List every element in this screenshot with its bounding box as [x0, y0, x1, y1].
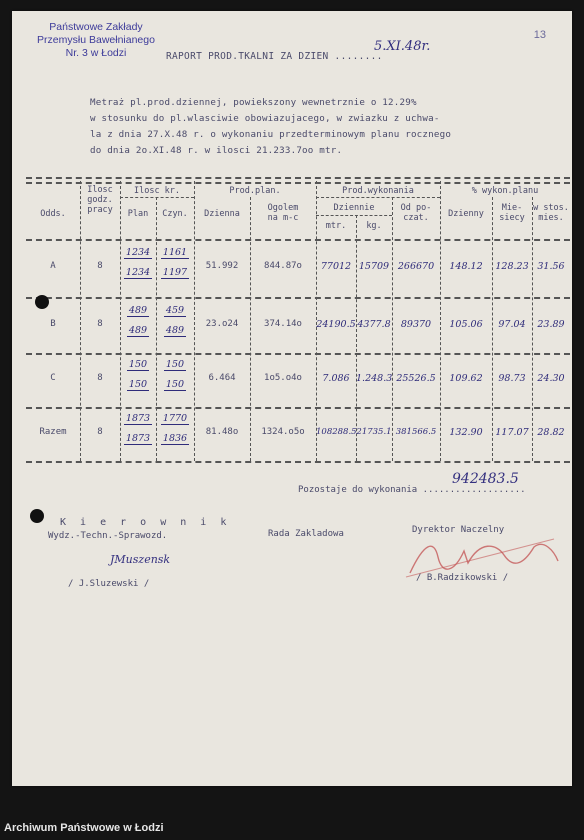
- row-a-since-start: 266670: [397, 261, 435, 272]
- row-a-pct-rel: 31.56: [537, 261, 565, 272]
- row-c-plan-bottom: 150: [128, 379, 148, 390]
- header-line: pracy: [87, 205, 113, 215]
- row-c-hours: 8: [97, 373, 103, 383]
- intro-paragraph: [90, 95, 560, 159]
- table-rule: [26, 177, 570, 179]
- header-line: siecy: [499, 213, 525, 223]
- col-header-prod-exec: Prod.wykonania: [342, 186, 414, 196]
- document-page: [12, 11, 572, 786]
- table-rule: [26, 182, 570, 184]
- row-c-mtr: 7.086: [322, 373, 350, 384]
- col-header-plan: Plan: [127, 209, 149, 219]
- row-b-actual-bottom: 489: [165, 325, 185, 336]
- row-c-monthly: 1o5.o4o: [264, 373, 302, 383]
- row-a-kg: 15709: [358, 261, 390, 272]
- remaining-label: Pozostaje do wykonania ...................: [298, 485, 526, 495]
- col-header-pct-daily: Dzienny: [448, 209, 484, 219]
- row-b-pct-daily: 105.06: [449, 319, 483, 330]
- archive-footer: Archiwum Państwowe w Łodzi: [4, 822, 164, 834]
- row-a-actual-top: 1161: [162, 247, 188, 258]
- col-header-mtr: mtr.: [325, 221, 347, 231]
- row-b-monthly: 374.14o: [264, 319, 302, 329]
- header-line: Od po-: [400, 203, 432, 213]
- paragraph-line: Metraż pl.prod.dziennej, powiekszony wewnetrznie o 12.29%: [90, 97, 417, 108]
- col-header-pct-monthly: [492, 203, 532, 223]
- col-header-looms: Ilosc kr.: [133, 186, 181, 196]
- row-b-odds: B: [50, 319, 56, 329]
- signature-right-title: Dyrektor Naczelny: [412, 525, 505, 535]
- row-total-pct-rel: 28.82: [537, 427, 565, 438]
- header-line: Mie-: [501, 203, 523, 213]
- row-total-monthly: 1324.o5o: [261, 427, 305, 437]
- row-a-hours: 8: [97, 261, 103, 271]
- row-b-daily: 23.o24: [205, 319, 239, 329]
- signature-left-title: K i e r o w n i k: [60, 517, 231, 528]
- col-header-pct: % wykon.planu: [471, 186, 539, 196]
- row-b-since-start: 89370: [400, 319, 432, 330]
- stamp-line-1: Państwowe Zakłady: [49, 21, 143, 33]
- institution-stamp: [26, 21, 166, 60]
- table-rule: [26, 239, 570, 241]
- report-title: RAPORT PROD.TKALNI ZA DZIEN ........: [166, 51, 383, 62]
- remaining-value: 942483.5: [452, 471, 519, 487]
- paragraph-line: w stosunku do pl.wlasciwie obowiazujacego, w zwiazku z uchwa-: [90, 113, 440, 124]
- page-number: 13: [533, 29, 546, 41]
- row-a-actual-bottom: 1197: [162, 267, 188, 278]
- row-b-plan-bottom: 489: [128, 325, 148, 336]
- row-b-pct-rel: 23.89: [537, 319, 565, 330]
- stamp-line-2: Przemysłu Bawełnianego: [37, 34, 155, 46]
- row-a-plan-bottom: 1234: [125, 267, 151, 278]
- header-line: Ogolem: [267, 203, 299, 213]
- col-header-odds: Odds.: [40, 209, 66, 219]
- row-b-actual-top: 459: [165, 305, 185, 316]
- table-rule: [316, 197, 440, 198]
- row-total-since-start: 381566.5: [395, 427, 437, 437]
- col-header-prod-plan: Prod.plan.: [229, 186, 281, 196]
- punch-hole: [30, 509, 44, 523]
- signature-center-title: Rada Zakladowa: [268, 529, 344, 539]
- signature-left-name: / J.Sluzewski /: [68, 579, 150, 589]
- row-a-pct-daily: 148.12: [449, 261, 483, 272]
- col-header-daily: Dzienna: [204, 209, 240, 219]
- header-line: czat.: [403, 213, 429, 223]
- row-c-pct-monthly: 98.73: [498, 373, 526, 384]
- table-rule: [120, 197, 194, 198]
- row-total-odds: Razem: [39, 427, 67, 437]
- punch-hole: [35, 295, 49, 309]
- row-total-actual-bottom: 1836: [162, 433, 188, 444]
- header-line: mies.: [538, 213, 564, 223]
- row-total-plan-bottom: 1873: [125, 433, 151, 444]
- row-total-pct-monthly: 117.07: [495, 427, 529, 438]
- table-rule: [356, 215, 357, 461]
- col-header-kg: kg.: [366, 221, 382, 231]
- table-rule: [26, 297, 570, 299]
- row-c-odds: C: [50, 373, 56, 383]
- header-line: na m-c: [267, 213, 299, 223]
- row-total-hours: 8: [97, 427, 103, 437]
- production-table: [26, 175, 570, 463]
- row-a-plan-top: 1234: [125, 247, 151, 258]
- signature-left-handwritten: JMuszensk: [110, 553, 171, 566]
- row-b-pct-monthly: 97.04: [498, 319, 526, 330]
- row-total-daily: 81.48o: [205, 427, 239, 437]
- header-line: Ilosc: [87, 185, 113, 195]
- col-header-monthly: [250, 203, 316, 223]
- signature-right-name: / B.Radzikowski /: [416, 573, 509, 583]
- table-rule: [26, 353, 570, 355]
- row-b-plan-top: 489: [128, 305, 148, 316]
- row-a-daily: 51.992: [205, 261, 239, 271]
- table-rule: [26, 407, 570, 409]
- row-b-hours: 8: [97, 319, 103, 329]
- row-c-actual-bottom: 150: [165, 379, 185, 390]
- handwritten-date: 5.XI.48r.: [374, 39, 431, 54]
- row-c-since-start: 25526.5: [396, 373, 436, 384]
- header-line: godz.: [87, 195, 113, 205]
- row-total-kg: 21735.1: [356, 427, 392, 437]
- row-c-daily: 6.464: [208, 373, 236, 383]
- col-header-since-start: [392, 203, 440, 223]
- table-rule: [26, 461, 570, 463]
- row-c-pct-rel: 24.30: [537, 373, 565, 384]
- row-total-pct-daily: 132.90: [449, 427, 483, 438]
- row-a-monthly: 844.87o: [264, 261, 302, 271]
- row-c-plan-top: 150: [128, 359, 148, 370]
- row-c-kg: 1.248.3: [356, 373, 393, 384]
- row-c-actual-top: 150: [165, 359, 185, 370]
- row-c-pct-daily: 109.62: [449, 373, 483, 384]
- header-line: w stos.: [533, 203, 569, 213]
- col-header-actual: Czyn.: [162, 209, 188, 219]
- paragraph-line: la z dnia 27.X.48 r. o wykonaniu przedterminowym planu rocznego: [90, 129, 452, 140]
- row-total-actual-top: 1770: [162, 413, 188, 424]
- col-header-pct-rel: [532, 203, 570, 223]
- row-a-odds: A: [50, 261, 56, 271]
- row-b-kg: 4377.8: [357, 319, 391, 330]
- paragraph-line: do dnia 2o.XI.48 r. w ilosci 21.233.7oo mtr.: [90, 145, 343, 156]
- signature-left-department: Wydz.-Techn.-Sprawozd.: [48, 531, 168, 541]
- row-total-plan-top: 1873: [125, 413, 151, 424]
- table-rule: [250, 197, 251, 461]
- row-a-pct-monthly: 128.23: [495, 261, 529, 272]
- row-a-mtr: 77012: [320, 261, 352, 272]
- col-header-daily-exec: Dziennie: [333, 203, 375, 213]
- row-b-mtr: 24190.5: [316, 319, 356, 330]
- row-total-mtr: 108288.5: [316, 427, 357, 437]
- col-header-hours: [80, 185, 120, 215]
- table-rule: [316, 215, 392, 216]
- stamp-line-3: Nr. 3 w Łodzi: [65, 47, 127, 59]
